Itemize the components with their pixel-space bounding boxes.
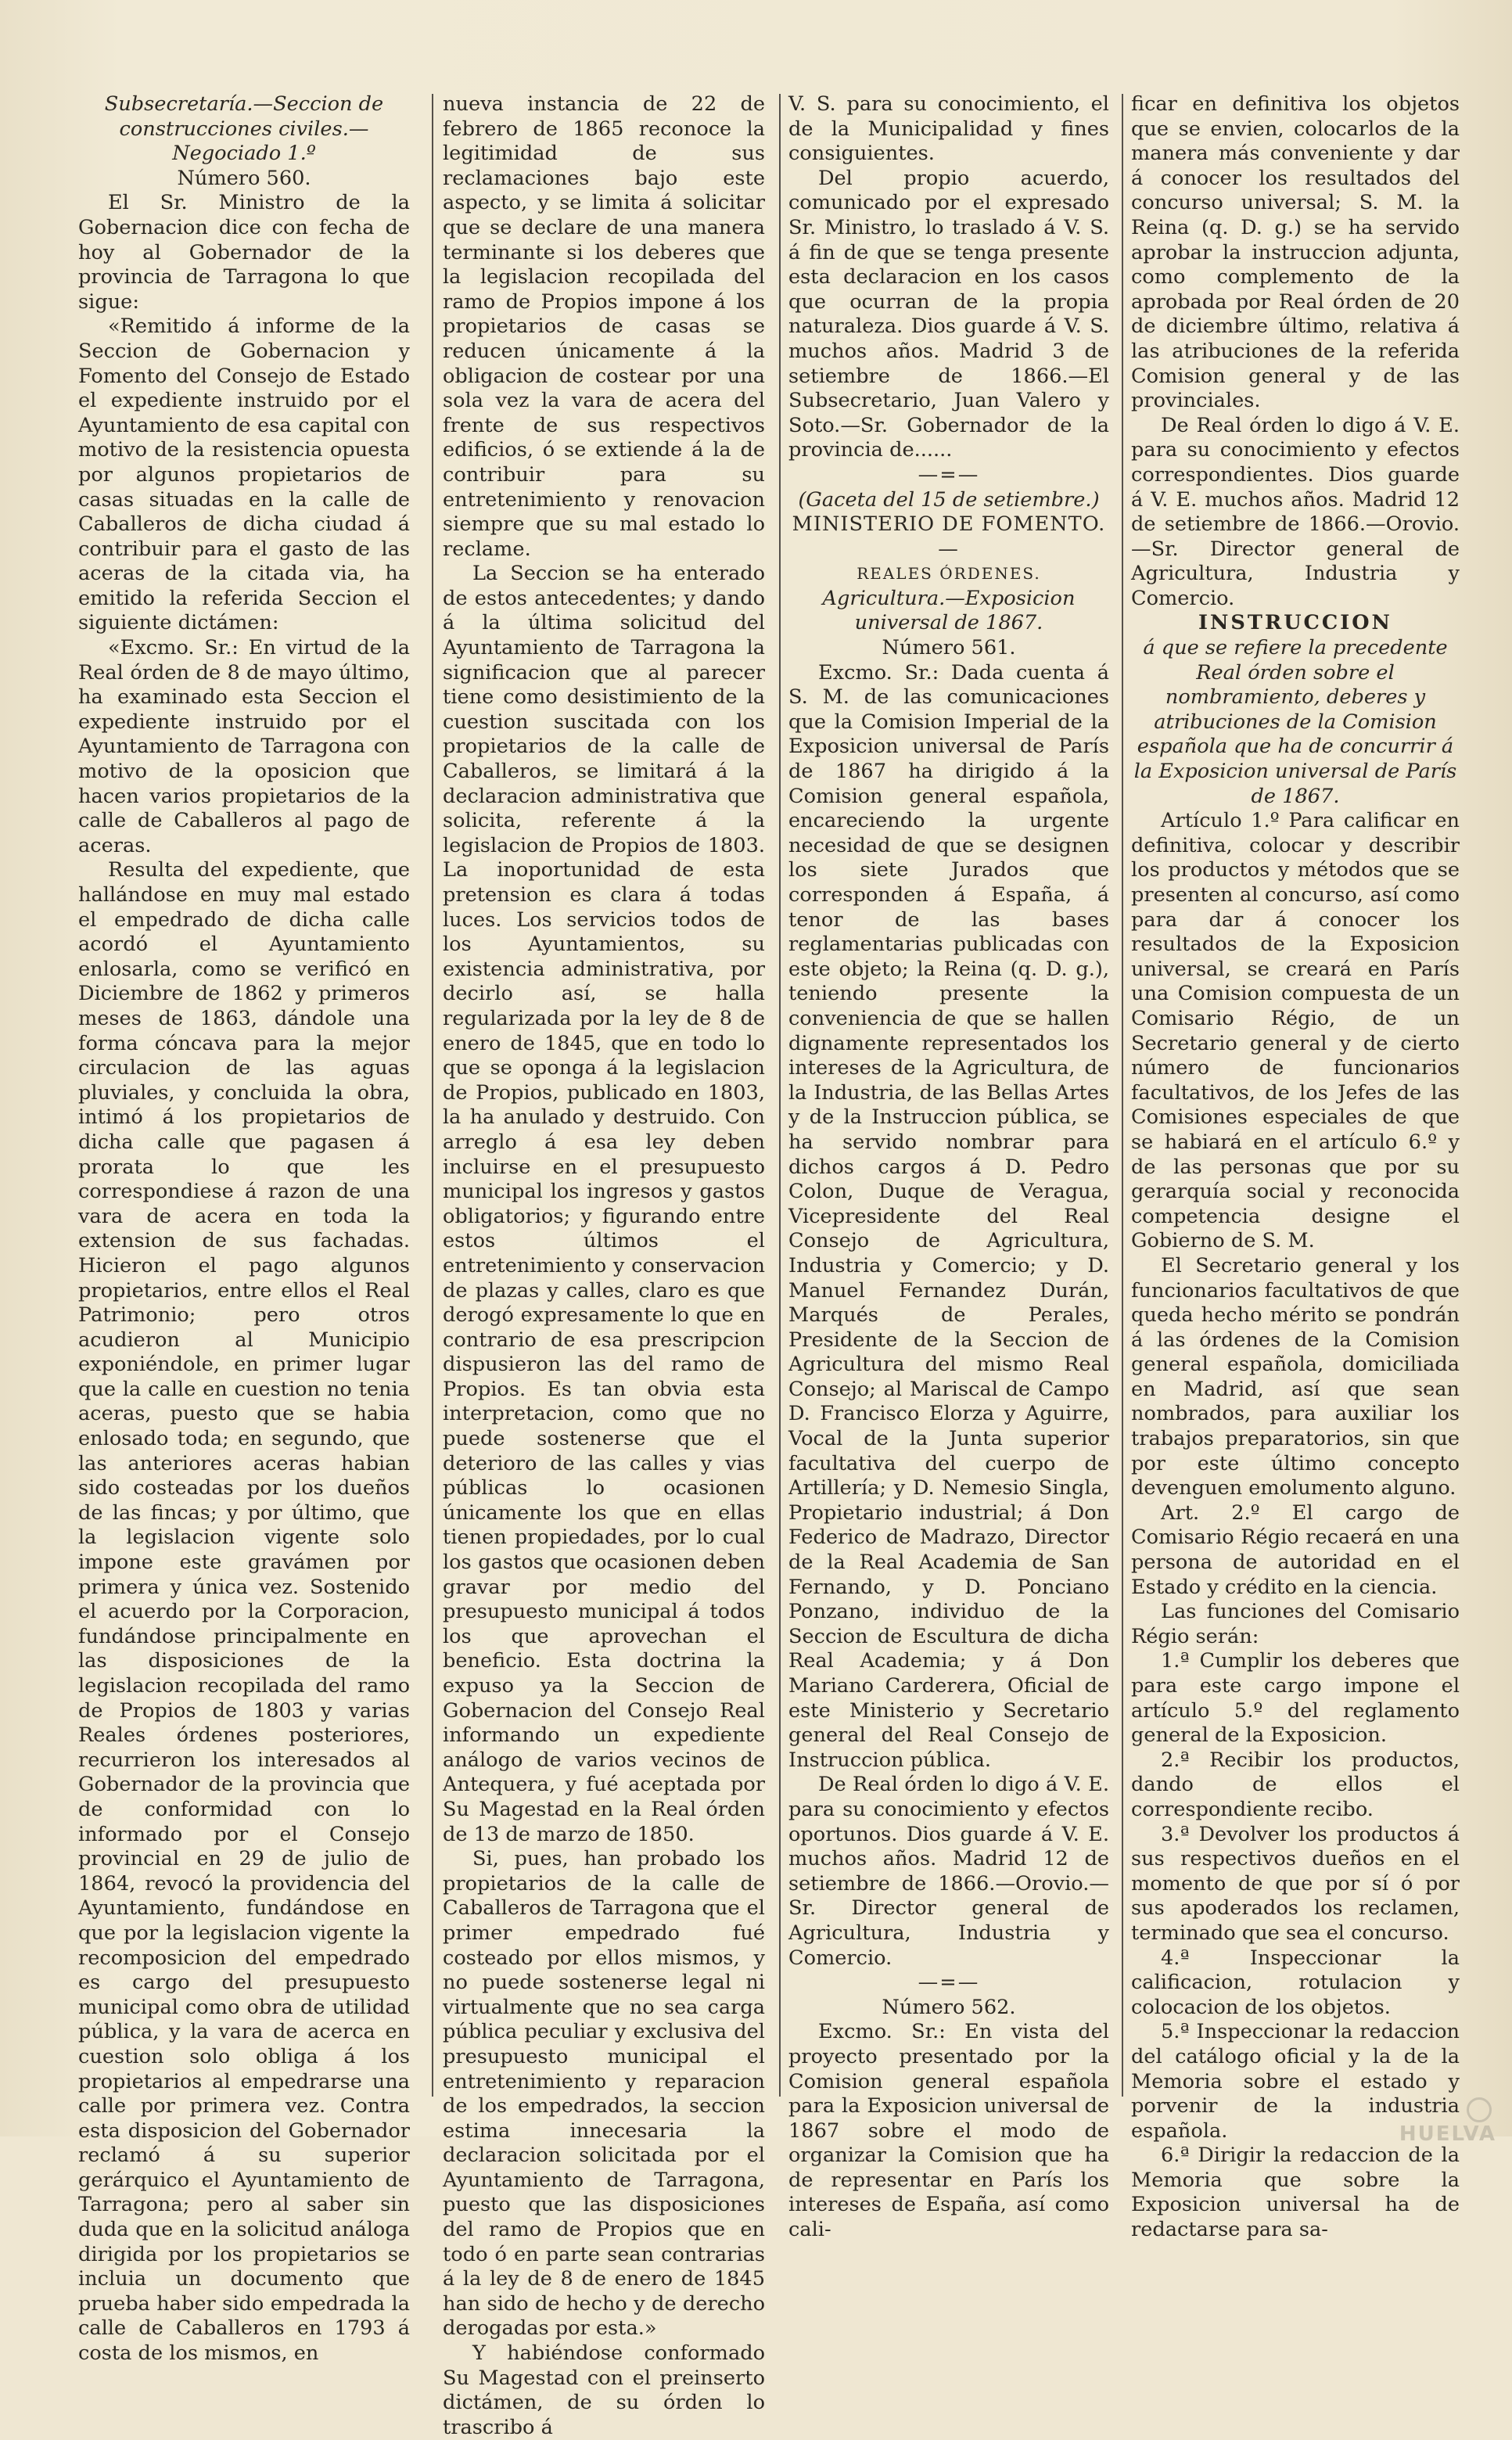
- paragraph: Excmo. Sr.: Dada cuenta á S. M. de las comunicaciones que la Comision Imperial de la Exposicion universal de París de 1867 ha dirigido á la Comision general española, encareciendo la urgente necesidad de que se designen los siete Jurados que corresponden á España, á tenor de las bases reglamentarias publicadas con este objeto; la Reina (q. D. g.), teniendo presente la conveniencia de que se hallen dignamente representados los intereses de la Agricultura, de la Industria, de las Bellas Artes y de la Instruccion pública, se ha servido nombrar para dichos cargos á D. Pedro Colon, Duque de Veragua, Vicepresidente del Real Consejo de Agricultura, Industria y Comercio; y D. Manuel Fernandez Durán, Marqués de Perales, Presidente de la Seccion de Agricultura del mismo Real Consejo; al Mariscal de Campo D. Francisco Elorza y Aguirre, Vocal de la Junta superior facultativa del cuerpo de Artillería; y D. Nemesio Singla, Propietario industrial; á Don Federico de Madrazo, Director de la Real Academia de San Fernando, y D. Ponciano Ponzano, individuo de la Seccion de Escultura de dicha Real Academia; y á Don Mariano Carderera, Oficial de este Ministerio y Secretario general del Real Consejo de Instruccion pública.: [788, 660, 1109, 1772]
- paragraph-continued: nueva instancia de 22 de febrero de 1865 reconoce la legitimidad de sus reclamaciones bajo este aspecto, y se limita á solicitar que se declare de una manera terminante si los deberes que la legislacion recopilada del ramo de Propios impone á los propietarios de casas se reducen únicamente á la obligacion de costear por una sola vez la vara de acera del frente de sus respectivos edificios, ó se extiende á la de contribuir para su entretenimiento y renovacion siempre que su mal estado lo reclame.: [443, 92, 765, 561]
- paragraph: Si, pues, han probado los propietarios de la calle de Caballeros de Tarragona que el primer empedrado fué costeado por ellos mismos, y no puede sostenerse legal ni virtualmente que no sea carga pública peculiar y exclusiva del presupuesto municipal el entretenimiento y reparacion de los empedrados, la seccion estima innecesaria la declaracion solicitada por el Ayuntamiento de Tarragona, puesto que las disposiciones del ramo de Propios que en todo ó en parte sean contrarias á la ley de 8 de enero de 1845 han sido de hecho y de derecho derogadas por esta.»: [443, 1847, 765, 2341]
- separator: —: [938, 537, 960, 561]
- paragraph: «Excmo. Sr.: En virtud de la Real órden de 8 de mayo último, ha examinado esta Seccion el expediente instruido por el Ayuntamiento de Tarragona con motivo de la oposicion que hacen varios propietarios de la calle de Caballeros al pago de aceras.: [78, 636, 410, 857]
- section-heading: Agricultura.—Exposicion universal de 1867.: [822, 586, 1076, 635]
- section-heading: Subsecretaría.—Seccion de construcciones civiles.—Negociado 1.º: [104, 92, 384, 166]
- paragraph: 2.ª Recibir los productos, dando de ellos el correspondiente recibo.: [1131, 1748, 1460, 1821]
- seal-icon: [1467, 2097, 1492, 2122]
- section-heading: á que se refiere la precedente Real órden sobre el nombramiento, deberes y atribuciones de la Comision española que ha de concurrir á la Exposicion universal de París de 1867.: [1133, 636, 1457, 808]
- column-rule: [432, 94, 433, 2097]
- separator: —=—: [918, 1971, 980, 1995]
- separator: —=—: [918, 462, 980, 487]
- paragraph: Excmo. Sr.: En vista del proyecto presentado por la Comision general española para la Exposicion universal de 1867 sobre el modo de organizar la Comision que ha de representar en París los intereses de España, así como cali-: [788, 2020, 1109, 2242]
- paragraph: De Real órden lo digo á V. E. para su conocimiento y efectos correspondientes. Dios guarde á V. E. muchos años. Madrid 12 de setiembre de 1866.—Orovio.—Sr. Director general de Agricultura, Industria y Comercio.: [1131, 413, 1460, 610]
- article-number: Número 561.: [882, 636, 1016, 660]
- article-number: Número 562.: [882, 1995, 1016, 2019]
- paragraph: 4.ª Inspeccionar la calificacion, rotulacion y colocacion de los objetos.: [1131, 1946, 1460, 2019]
- column-rule: [779, 94, 781, 2097]
- paragraph-continued: V. S. para su conocimiento, el de la Municipalidad y fines consiguientes.: [788, 92, 1109, 166]
- ministry-heading: MINISTERIO DE FOMENTO.: [792, 512, 1106, 537]
- paragraph: Del propio acuerdo, comunicado por el expresado Sr. Ministro, lo traslado á V. S. á fin de que se tenga presente esta declaracion en los casos que ocurran de la propia naturaleza. Dios guarde á V. S. muchos años. Madrid 3 de setiembre de 1866.—El Subsecretario, Juan Valero y Soto.—Sr. Gobernador de la provincia de......: [788, 166, 1109, 462]
- text-column-1: [78, 92, 410, 2366]
- instruction-heading: INSTRUCCION: [1198, 611, 1392, 635]
- paragraph: 5.ª Inspeccionar la redaccion del catálogo oficial y la de la Memoria sobre el estado y porvenir de la industria española.: [1131, 2020, 1460, 2143]
- paragraph: El Sr. Ministro de la Gobernacion dice con fecha de hoy al Gobernador de la provincia de Tarragona lo que sigue:: [78, 191, 410, 314]
- paragraph: Resulta del expediente, que hallándose en muy mal estado el empedrado de dicha calle acordó el Ayuntamiento enlosarla, como se verificó en Diciembre de 1862 y primeros meses de 1863, dándole una forma cóncava para la mejor circulacion de las aguas pluviales, y concluida la obra, intimó á los propietarios de dicha calle que pagasen á prorata lo que les correspondiese á razon de una vara de acera en toda la extension de sus fachadas. Hicieron el pago algunos propietarios, entre ellos el Real Patrimonio; pero otros acudieron al Municipio exponiéndole, en primer lugar que la calle en cuestion no tenia aceras, puesto que se habia enlosado toda; en segundo, que las anteriores aceras habian sido costeadas por los dueños de las fincas; y por último, que la legislacion vigente solo impone este gravámen por primera y única vez. Sostenido el acuerdo por la Corporacion, fundándose principalmente en las disposiciones de la legislacion recopilada del ramo de Propios de 1803 y varias Reales órdenes posteriores, recurrieron los interesados al Gobernador de la provincia que de conformidad con lo informado por el Consejo provincial en 29 de julio de 1864, revocó la providencia del Ayuntamiento, fundándose en que por la legislacion vigente la recomposicion del empedrado es cargo del presupuesto municipal como obra de utilidad pública, y la vara de acerca en cuestion solo obliga á los propietarios al empedrarse una calle por primera vez. Contra esta disposicion del Gobernador reclamó á su superior gerárquico el Ayuntamiento de Tarragona; pero al saber sin duda que en la solicitud análoga dirigida por los propietarios se incluia un documento que prueba haber sido empedrada la calle de Caballeros en 1793 á costa de los mismos, en: [78, 858, 410, 2366]
- paragraph: «Remitido á informe de la Seccion de Gobernacion y Fomento del Consejo de Estado el expediente instruido por el Ayuntamiento de esa capital con motivo de la resistencia opuesta por algunos propietarios de casas situadas en la calle de Caballeros de dicha ciudad á contribuir para el gasto de las aceras de la citada via, ha emitido la referida Seccion el siguiente dictámen:: [78, 314, 410, 635]
- subheading: REALES ÓRDENES.: [857, 564, 1041, 584]
- column-rule: [1122, 94, 1123, 2097]
- section-heading: (Gaceta del 15 de setiembre.): [798, 487, 1100, 512]
- article-number: Número 560.: [177, 166, 311, 190]
- paragraph: De Real órden lo digo á V. E. para su conocimiento y efectos oportunos. Dios guarde á V. E. muchos años. Madrid 12 de setiembre de 1866.—Orovio.—Sr. Director general de Agricultura, Industria y Comercio.: [788, 1773, 1109, 1970]
- watermark-text: HUELVA: [1399, 2122, 1496, 2146]
- paragraph: Las funciones del Comisario Régio serán:: [1131, 1600, 1460, 1648]
- paragraph: La Seccion se ha enterado de estos antecedentes; y dando á la última solicitud del Ayuntamiento de Tarragona la significacion que al parecer tiene como desistimiento de la cuestion suscitada con los propietarios de la calle de Caballeros, se limitará á la declaracion administrativa que solicita, referente á la legislacion de Propios de 1803. La inoportunidad de esta pretension es clara á todas luces. Los servicios todos de los Ayuntamientos, su existencia administrativa, por decirlo así, se halla regularizada por la ley de 8 de enero de 1845, que en todo lo que se oponga á la legislacion de Propios, publicado en 1803, la ha anulado y destruido. Con arreglo á esa ley deben incluirse en el presupuesto municipal los ingresos y gastos obligatorios; y figurando entre estos últimos el entretenimiento y conservacion de plazas y calles, claro es que derogó expresamente lo que en contrario de esa prescripcion dispusieron las del ramo de Propios. Es tan obvia esta interpretacion, como que no puede sostenerse que el deterioro de las calles y vias públicas lo ocasionen únicamente los que en ellas tienen propiedades, por lo cual los gastos que ocasionen deben gravar por medio del presupuesto municipal á todos los que aprovechan el beneficio. Esta doctrina la expuso ya la Seccion de Gobernacion del Consejo Real informando un expediente análogo de varios vecinos de Antequera, y fué aceptada por Su Magestad en la Real órden de 13 de marzo de 1850.: [443, 562, 765, 1846]
- paragraph: El Secretario general y los funcionarios facultativos de que queda hecho mérito se pondrán á las órdenes de la Comision general española, domiciliada en Madrid, así que sean nombrados, para auxiliar los trabajos preparatorios, sin que por este último concepto devenguen emolumento alguno.: [1131, 1253, 1460, 1500]
- paragraph: 6.ª Dirigir la redaccion de la Memoria que sobre la Exposicion universal ha de redactarse para sa-: [1131, 2144, 1460, 2242]
- paragraph: Art. 2.º El cargo de Comisario Régio recaerá en una persona de autoridad en el Estado y crédito en la ciencia.: [1131, 1500, 1460, 1599]
- text-column-2: [443, 92, 765, 2439]
- paragraph: Artículo 1.º Para calificar en definitiva, colocar y describir los productos y métodos que se presenten al concurso, así como para dar á conocer los resultados de la Exposicion universal, se creará en París una Comision compuesta de un Comisario Régio, de un Secretario general y de cierto número de funcionarios facultativos, de los Jefes de las Comisiones especiales de que se habiará en el artículo 6.º y de las personas que por su gerarquía social y reconocida competencia designe el Gobierno de S. M.: [1131, 809, 1460, 1253]
- paragraph-continued: ficar en definitiva los objetos que se envien, colocarlos de la manera más conveniente y dar á conocer los resultados del concurso universal; S. M. la Reina (q. D. g.) se ha servido aprobar la instruccion adjunta, como complemento de la aprobada por Real órden de 20 de diciembre último, relativa á las atribuciones de la referida Comision general y de las provinciales.: [1131, 92, 1460, 413]
- paragraph: 1.ª Cumplir los deberes que para este cargo impone el artículo 5.º del reglamento general de la Exposicion.: [1131, 1649, 1460, 1748]
- paragraph: 3.ª Devolver los productos á sus respectivos dueños en el momento de que por sí ó por sus apoderados los reclamen, terminado que sea el concurso.: [1131, 1822, 1460, 1945]
- archive-watermark: [1387, 2097, 1496, 2146]
- paragraph: Y habiéndose conformado Su Magestad con el preinserto dictámen, de su órden lo trascribo á: [443, 2341, 765, 2439]
- text-column-3: [788, 92, 1109, 2242]
